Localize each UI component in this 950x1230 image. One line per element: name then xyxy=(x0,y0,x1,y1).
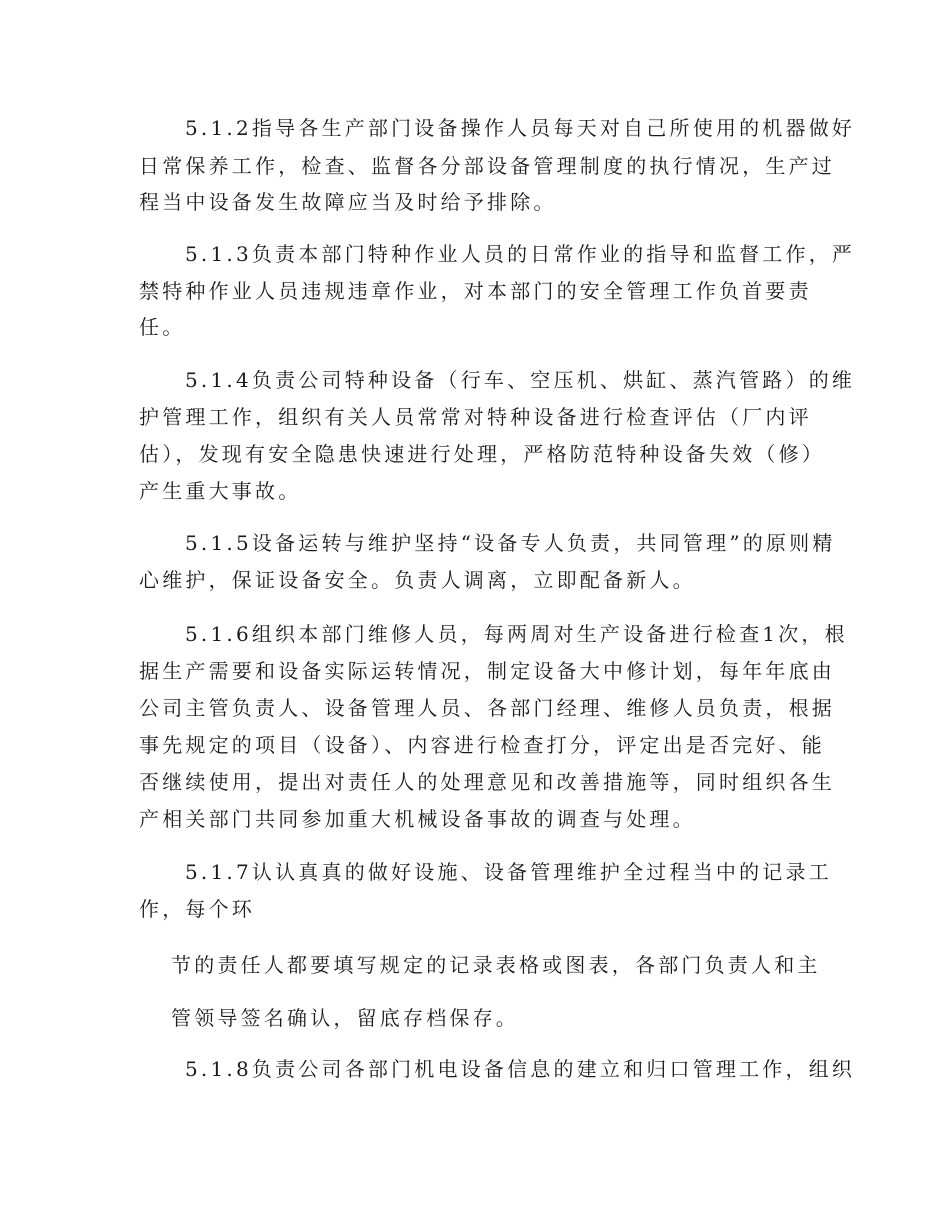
text-line: 否继续使用，提出对责任人的处理意见和改善措施等，同时组织各生 xyxy=(139,770,835,794)
text-line: 公司主管负责人、设备管理人员、各部门经理、维修人员负责，根据 xyxy=(139,696,835,720)
text-line: 节的责任人都要填写规定的记录表格或图表，各部门负责人和主 xyxy=(171,953,821,977)
text-line: 心维护，保证设备安全。负责人调离，立即配备新人。 xyxy=(139,568,696,592)
text-line: 任。 xyxy=(139,315,186,339)
text-line: 产生重大事故。 xyxy=(139,479,302,503)
text-line: 5.1.8负责公司各部门机电设备信息的建立和归口管理工作，组织 xyxy=(185,1057,856,1081)
text-line: 5.1.2指导各生产部门设备操作人员每天对自己所使用的机器做好 xyxy=(185,116,856,140)
text-line: 5.1.7认认真真的做好设施、设备管理维护全过程当中的记录工 xyxy=(185,860,832,884)
text-line: 作，每个环 xyxy=(139,897,255,921)
text-line: 5.1.5设备运转与维护坚持“设备专人负责，共同管理”的原则精 xyxy=(185,531,836,555)
text-line: 禁特种作业人员违规违章作业，对本部门的安全管理工作负首要责 xyxy=(139,279,812,303)
text-line: 产相关部门共同参加重大机械设备事故的调查与处理。 xyxy=(139,807,696,831)
text-line: 5.1.4负责公司特种设备（行车、空压机、烘缸、蒸汽管路）的维 xyxy=(185,368,856,392)
text-line: 程当中设备发生故障应当及时给予排除。 xyxy=(139,190,557,214)
text-line: 5.1.3负责本部门特种作业人员的日常作业的指导和监督工作，严 xyxy=(185,242,856,266)
text-line: 估），发现有安全隐患快速进行处理，严格防范特种设备失效（修） xyxy=(139,442,825,466)
text-line: 5.1.6组织本部门维修人员，每两周对生产设备进行检查1次，根 xyxy=(185,622,848,646)
text-line: 据生产需要和设备实际运转情况，制定设备大中修计划，每年年底由 xyxy=(139,659,835,683)
text-line: 护管理工作，组织有关人员常常对特种设备进行检查评估（厂内评 xyxy=(139,405,812,429)
text-line: 管领导签名确认，留底存档保存。 xyxy=(171,1006,519,1030)
text-line: 日常保养工作，检查、监督各分部设备管理制度的执行情况，生产过 xyxy=(139,154,835,178)
text-line: 事先规定的项目（设备）、内容进行检查打分，评定出是否完好、能 xyxy=(139,733,825,757)
